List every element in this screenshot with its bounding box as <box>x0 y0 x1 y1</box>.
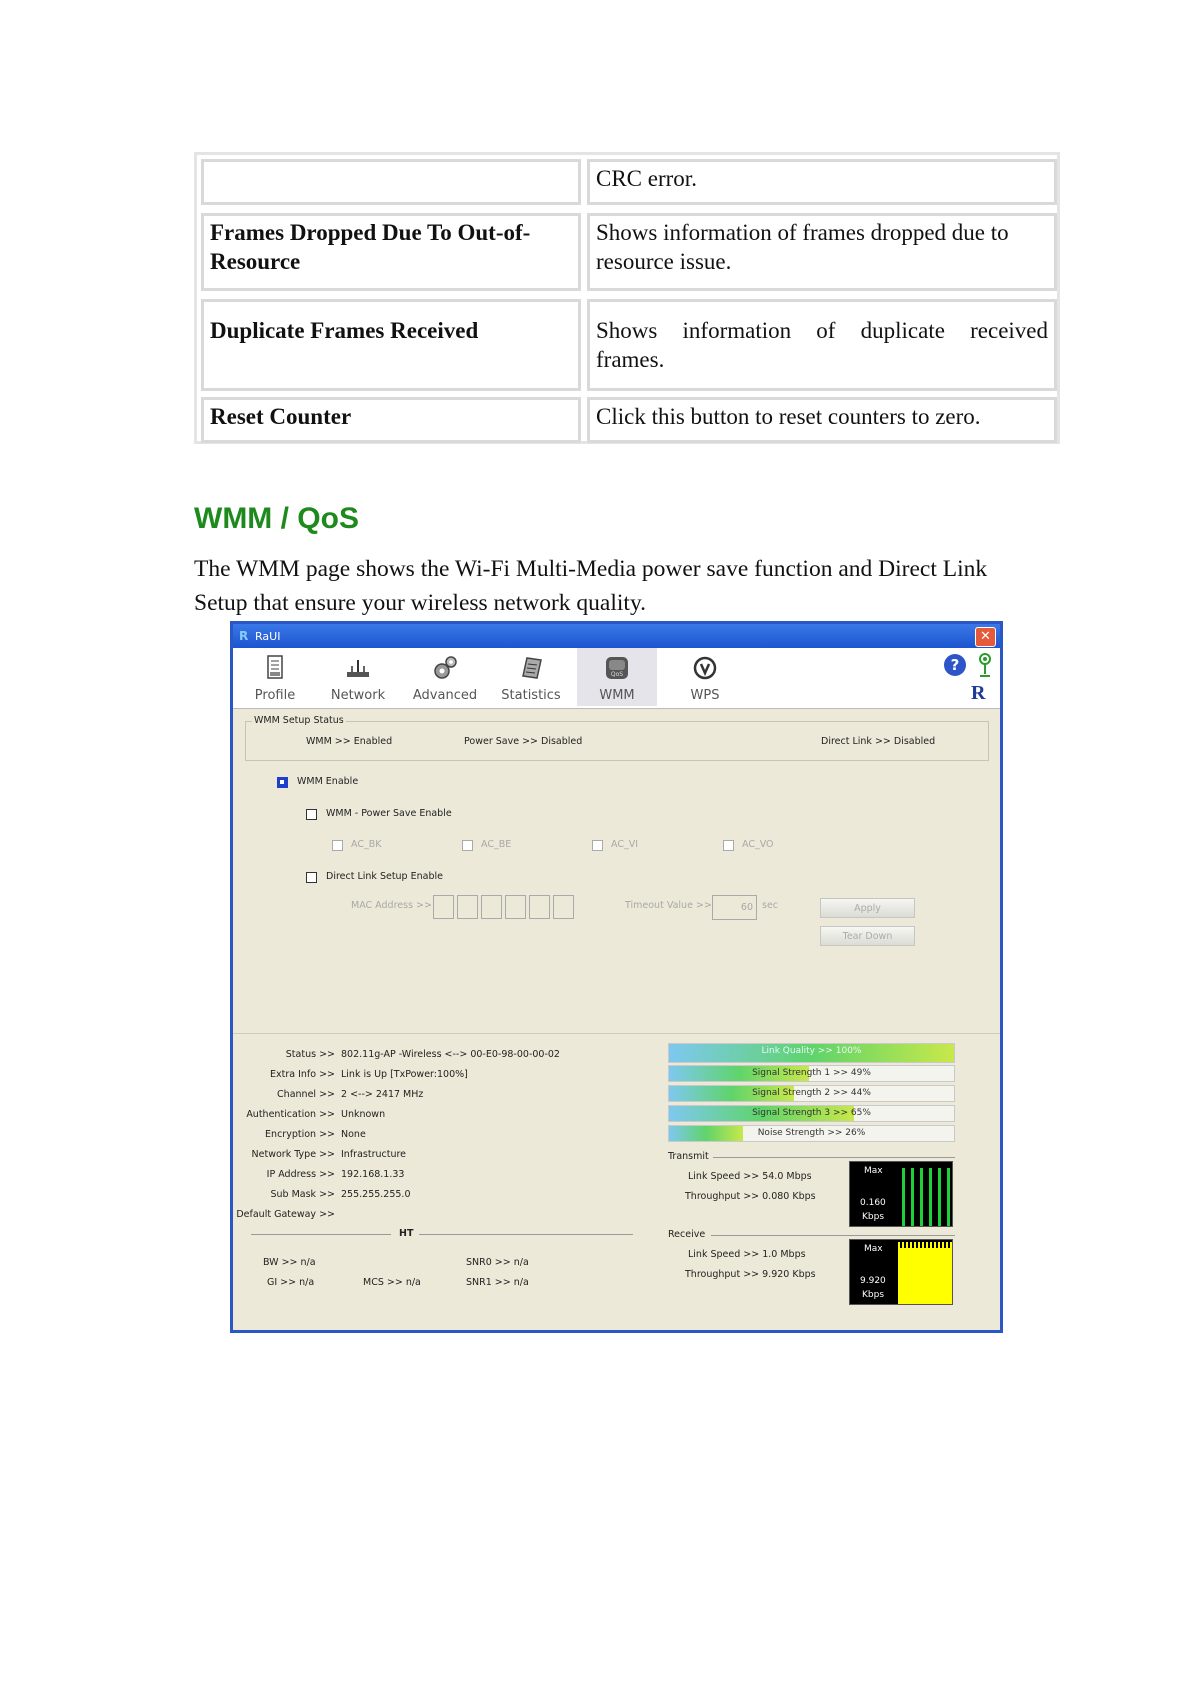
wmm-status: WMM >> Enabled <box>306 736 393 747</box>
wmm-enable-label: WMM Enable <box>297 776 359 787</box>
transmit-link-speed: Link Speed >> 54.0 Mbps <box>688 1171 812 1182</box>
tab-label: WPS <box>690 688 720 703</box>
timeout-label: Timeout Value >> <box>625 900 712 911</box>
section-heading: WMM / QoS <box>194 502 359 535</box>
tab-statistics[interactable] <box>491 648 571 706</box>
network-type-value: Infrastructure <box>341 1149 407 1160</box>
tab-advanced[interactable] <box>405 648 485 706</box>
ac-bk-checkbox[interactable] <box>332 840 343 851</box>
ac-be-checkbox[interactable] <box>462 840 473 851</box>
tab-label: Statistics <box>501 688 561 703</box>
sub-mask-label: Sub Mask >> <box>270 1189 335 1200</box>
snr0-value: SNR0 >> n/a <box>466 1257 529 1268</box>
timeout-unit: sec <box>762 900 779 911</box>
description-line: Shows information of duplicate received <box>596 318 1048 343</box>
table-cell-description: Click this button to reset counters to zero. <box>587 397 1057 443</box>
signal-status-icon <box>977 652 993 678</box>
ip-address-value: 192.168.1.33 <box>341 1169 405 1180</box>
encryption-value: None <box>341 1129 366 1140</box>
ralink-logo-icon: R <box>971 682 986 704</box>
signal-strength-2-text: Signal Strength 2 >> 44% <box>752 1088 871 1098</box>
transmit-throughput: Throughput >> 0.080 Kbps <box>685 1191 816 1202</box>
tear-down-button[interactable]: Tear Down <box>820 926 915 946</box>
signal-strength-1-bar <box>668 1065 955 1082</box>
description-line: frames. <box>596 347 665 372</box>
title-bar[interactable] <box>233 624 1000 648</box>
meter-unit: Kbps <box>862 1212 885 1222</box>
svg-text:QoS: QoS <box>610 671 624 678</box>
direct-link-enable-label: Direct Link Setup Enable <box>326 871 443 882</box>
status-label: Status >> <box>285 1049 335 1060</box>
gi-value: GI >> n/a <box>267 1277 315 1288</box>
tab-network[interactable] <box>318 648 398 706</box>
default-gateway-label: Default Gateway >> <box>236 1209 335 1220</box>
direct-link-enable-checkbox[interactable] <box>306 872 317 883</box>
link-quality-text: Link Quality >> 100% <box>761 1046 862 1056</box>
authentication-value: Unknown <box>341 1109 386 1120</box>
mac-address-label: MAC Address >> <box>351 900 432 911</box>
close-icon: ✕ <box>980 629 991 644</box>
table-cell-description: Shows information of frames dropped due to resource issue. <box>587 213 1057 291</box>
ip-address-label: IP Address >> <box>266 1169 335 1180</box>
receive-graph <box>898 1248 952 1304</box>
wmm-icon <box>603 654 631 682</box>
extra-info-value: Link is Up [TxPower:100%] <box>341 1069 468 1080</box>
meter-max-label: Max <box>864 1244 883 1254</box>
mac-octet-field[interactable] <box>529 895 550 919</box>
ac-be-label: AC_BE <box>481 839 512 850</box>
status-value: 802.11g-AP -Wireless <--> 00-E0-98-00-00-02 <box>341 1049 560 1060</box>
statistics-icon <box>517 654 545 682</box>
mac-octet-field[interactable] <box>553 895 574 919</box>
table-cell-description <box>587 299 1057 391</box>
direct-link-status: Direct Link >> Disabled <box>821 736 936 747</box>
power-save-enable-label: WMM - Power Save Enable <box>326 808 452 819</box>
tab-label: Network <box>330 688 386 703</box>
extra-info-label: Extra Info >> <box>269 1069 335 1080</box>
sub-mask-value: 255.255.255.0 <box>341 1189 411 1200</box>
apply-button[interactable]: Apply <box>820 898 915 918</box>
app-logo-icon: R <box>239 629 249 643</box>
wmm-setup-status-group <box>245 715 989 761</box>
meter-max-label: Max <box>864 1166 883 1176</box>
close-button[interactable] <box>975 627 996 647</box>
receive-graph-peaks <box>898 1242 952 1248</box>
receive-throughput-meter <box>849 1239 953 1305</box>
transmit-throughput-meter <box>849 1161 953 1227</box>
window-title: RaUI <box>255 630 281 643</box>
transmit-title: Transmit <box>668 1151 709 1162</box>
signal-strength-3-text: Signal Strength 3 >> 65% <box>752 1108 871 1118</box>
transmit-graph <box>902 1168 952 1226</box>
signal-strength-1-text: Signal Strength 1 >> 49% <box>752 1068 871 1078</box>
mac-address-input[interactable] <box>433 895 577 920</box>
snr1-value: SNR1 >> n/a <box>466 1277 529 1288</box>
tab-label: WMM <box>599 688 635 703</box>
network-type-label: Network Type >> <box>251 1149 335 1160</box>
tab-label: Profile <box>254 688 296 703</box>
tab-wps[interactable] <box>665 648 745 706</box>
network-icon <box>344 654 372 682</box>
ac-vi-checkbox[interactable] <box>592 840 603 851</box>
transmit-divider <box>713 1157 955 1158</box>
mcs-value: MCS >> n/a <box>363 1277 421 1288</box>
channel-value: 2 <--> 2417 MHz <box>341 1089 424 1100</box>
help-button[interactable] <box>944 654 966 676</box>
profile-icon <box>261 654 289 682</box>
mac-octet-field[interactable] <box>457 895 478 919</box>
group-legend: WMM Setup Status <box>254 715 344 726</box>
ac-vo-label: AC_VO <box>742 839 774 850</box>
noise-strength-text: Noise Strength >> 26% <box>757 1128 866 1138</box>
mac-octet-field[interactable] <box>505 895 526 919</box>
toolbar <box>233 648 1000 709</box>
signal-strength-2-bar <box>668 1085 955 1102</box>
wps-icon <box>691 654 719 682</box>
ht-title: HT <box>399 1228 414 1239</box>
ac-vi-label: AC_VI <box>611 839 639 850</box>
timeout-input[interactable] <box>712 895 757 920</box>
authentication-label: Authentication >> <box>246 1109 335 1120</box>
meter-value: 9.920 <box>860 1276 886 1286</box>
power-save-enable-checkbox[interactable] <box>306 809 317 820</box>
link-quality-bar <box>668 1043 955 1063</box>
tab-wmm[interactable] <box>577 648 657 706</box>
meter-value: 0.160 <box>860 1198 886 1208</box>
table-cell-term <box>201 159 581 205</box>
receive-title: Receive <box>668 1229 706 1240</box>
encryption-label: Encryption >> <box>265 1129 335 1140</box>
mac-octet-field[interactable] <box>481 895 502 919</box>
wmm-enable-checkbox[interactable] <box>277 777 288 788</box>
ht-divider-left <box>251 1234 391 1235</box>
receive-divider <box>711 1235 955 1236</box>
receive-throughput: Throughput >> 9.920 Kbps <box>685 1269 816 1280</box>
intro-paragraph: The WMM page shows the Wi-Fi Multi-Media power save function and Direct Link Setup that ensure your wireless network quality. <box>194 556 988 616</box>
ac-vo-checkbox[interactable] <box>723 840 734 851</box>
advanced-icon <box>431 654 459 682</box>
power-save-status: Power Save >> Disabled <box>464 736 583 747</box>
meter-unit: Kbps <box>862 1290 885 1300</box>
timeout-value: 60 <box>740 902 753 913</box>
ac-bk-label: AC_BK <box>351 839 382 850</box>
table-cell-term: Duplicate Frames Received <box>201 299 581 391</box>
table-cell-description: CRC error. <box>587 159 1057 205</box>
tab-label: Advanced <box>412 688 478 703</box>
receive-link-speed: Link Speed >> 1.0 Mbps <box>688 1249 806 1260</box>
table-cell-term: Frames Dropped Due To Out-of-Resource <box>201 213 581 291</box>
mac-octet-field[interactable] <box>433 895 454 919</box>
tab-profile[interactable] <box>235 648 315 706</box>
table-cell-term: Reset Counter <box>201 397 581 443</box>
section-divider <box>233 1033 1000 1034</box>
signal-strength-3-bar <box>668 1105 955 1122</box>
description-table <box>194 152 1060 444</box>
noise-strength-bar <box>668 1125 955 1142</box>
raui-window <box>230 621 1003 1333</box>
channel-label: Channel >> <box>277 1089 335 1100</box>
help-icon: ? <box>950 656 960 674</box>
ht-divider-right <box>419 1234 633 1235</box>
bw-value: BW >> n/a <box>263 1257 316 1268</box>
